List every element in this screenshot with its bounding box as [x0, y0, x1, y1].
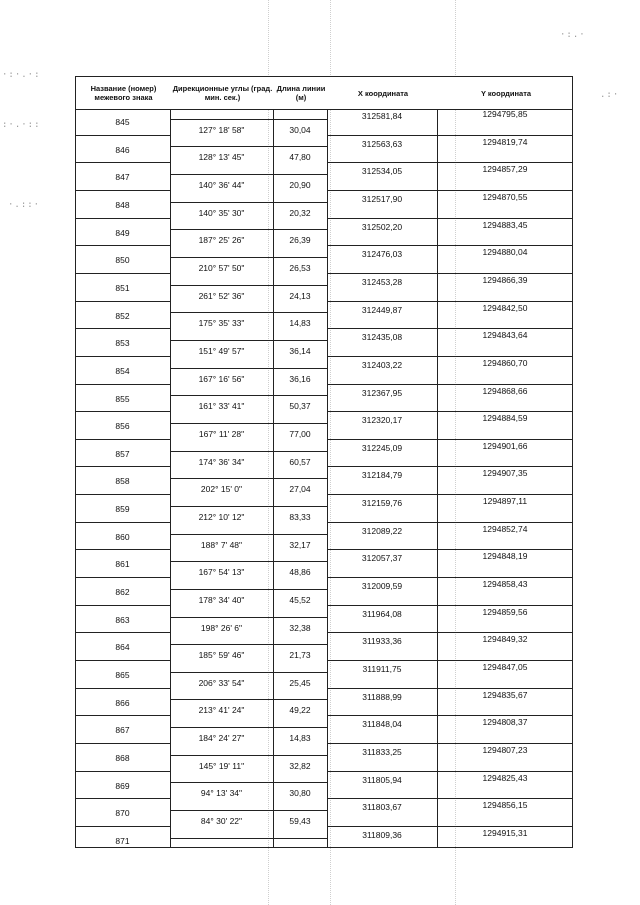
segment-angle: 184° 24' 27" [198, 733, 245, 744]
point-name: 860 [115, 531, 130, 542]
point-name: 868 [115, 752, 130, 763]
scan-noise: .:· [600, 90, 620, 100]
segment-angle: 167° 54' 13" [198, 567, 245, 578]
row-separator [170, 617, 327, 618]
segment-length: 24,13 [289, 290, 311, 301]
segment-angle: 213° 41' 24" [198, 705, 245, 716]
segment-length: 47,80 [289, 152, 311, 163]
point-name: 847 [115, 172, 130, 183]
row-separator [170, 174, 327, 175]
row-separator [75, 798, 170, 799]
segment-angle: 145° 19' 11" [198, 760, 245, 771]
point-y: 1294868,66 [482, 385, 528, 396]
row-separator [170, 810, 327, 811]
point-name: 845 [115, 117, 130, 127]
segment-angle: 188° 7' 48" [200, 539, 243, 550]
point-x: 312159,76 [361, 498, 403, 509]
header-x: X координата [357, 88, 409, 98]
row-separator [170, 838, 327, 839]
segment-length: 26,39 [289, 235, 311, 246]
point-y: 1294819,74 [482, 136, 528, 147]
row-separator [170, 285, 327, 286]
segment-length: 59,43 [289, 816, 311, 827]
point-y: 1294897,11 [482, 496, 528, 507]
row-separator [170, 451, 327, 452]
row-separator [75, 384, 170, 385]
point-y: 1294848,19 [482, 551, 528, 562]
row-separator [75, 826, 170, 827]
point-y: 1294860,70 [482, 357, 528, 368]
segment-length: 49,22 [289, 705, 311, 716]
row-separator [75, 632, 170, 633]
point-name: 855 [115, 393, 130, 404]
segment-angle: 161° 33' 41" [198, 401, 245, 412]
row-separator [170, 478, 327, 479]
point-x: 312502,20 [361, 221, 403, 232]
segment-length: 50,37 [289, 401, 311, 412]
row-separator [75, 439, 170, 440]
point-y: 1294856,15 [482, 800, 528, 811]
segment-angle: 198° 26' 6" [200, 622, 243, 633]
segment-length: 32,17 [289, 539, 311, 550]
point-x: 311805,94 [362, 774, 402, 785]
row-separator [170, 229, 327, 230]
row-separator [170, 312, 327, 313]
point-y: 1294907,35 [482, 468, 528, 479]
row-separator [75, 688, 170, 689]
segment-length: 14,83 [289, 318, 311, 329]
row-separator [75, 411, 170, 412]
point-y: 1294884,59 [482, 413, 528, 424]
point-y: 1294835,67 [482, 689, 528, 700]
point-name: 867 [115, 725, 130, 736]
row-separator [75, 743, 170, 744]
point-name: 871 [115, 835, 130, 846]
scan-noise: :·.·:: [2, 120, 41, 130]
point-x: 312009,59 [361, 581, 403, 592]
table-header [75, 76, 573, 110]
point-name: 857 [115, 448, 130, 459]
row-separator [170, 340, 327, 341]
header-name: Название (номер) межевого знака [90, 84, 157, 102]
point-y: 1294807,23 [482, 744, 528, 755]
row-separator [170, 257, 327, 258]
point-name: 852 [115, 310, 130, 321]
scan-noise: ·.::· [8, 200, 41, 210]
point-y: 1294901,66 [482, 440, 528, 451]
point-name: 854 [115, 365, 130, 376]
segment-length: 30,04 [289, 124, 311, 135]
row-separator [170, 146, 327, 147]
segment-angle: 175° 35' 33" [198, 318, 245, 329]
point-y: 1294870,55 [482, 191, 528, 202]
row-separator [170, 395, 327, 396]
segment-angle: 212° 10' 12" [198, 511, 245, 522]
point-x: 312435,08 [361, 332, 403, 343]
point-name: 863 [115, 614, 130, 625]
point-y: 1294915,31 [482, 827, 528, 838]
segment-angle: 185° 59' 46" [198, 650, 245, 661]
segment-length: 83,33 [289, 511, 311, 522]
point-name: 853 [115, 338, 130, 349]
point-y: 1294858,43 [482, 579, 528, 590]
segment-angle: 174° 36' 34" [198, 456, 245, 467]
point-y: 1294847,05 [482, 662, 528, 672]
header-length: Длина линии (м) [276, 84, 326, 102]
row-separator [170, 672, 327, 673]
segment-angle: 151° 49' 57" [198, 346, 245, 357]
point-name: 856 [115, 421, 130, 432]
point-y: 1294857,29 [482, 164, 528, 175]
segment-length: 25,45 [289, 677, 311, 688]
point-name: 870 [115, 808, 130, 819]
point-x: 312184,79 [361, 470, 403, 481]
point-y: 1294842,50 [482, 302, 528, 313]
point-y: 1294866,39 [482, 274, 528, 285]
point-x: 312563,63 [361, 138, 403, 149]
row-separator [170, 755, 327, 756]
row-separator [75, 135, 170, 136]
row-separator [75, 245, 170, 246]
row-separator [170, 727, 327, 728]
point-name: 848 [115, 199, 130, 210]
segment-angle: 127° 18' 58" [198, 124, 245, 135]
point-y: 1294795,85 [482, 109, 528, 119]
segment-angle: 167° 11' 28" [198, 428, 245, 439]
row-separator [170, 534, 327, 535]
segment-length: 77,00 [289, 428, 311, 439]
segment-length: 30,80 [289, 788, 311, 799]
row-separator [170, 506, 327, 507]
segment-length: 32,38 [289, 622, 311, 633]
point-x: 312517,90 [361, 193, 403, 204]
segment-length: 26,53 [289, 263, 311, 274]
point-y: 1294859,56 [482, 606, 528, 617]
segment-length: 20,32 [289, 207, 311, 218]
segment-length: 48,86 [289, 567, 311, 578]
point-name: 850 [115, 255, 130, 266]
row-separator [75, 549, 170, 550]
segment-length: 45,52 [289, 594, 311, 605]
point-x: 312245,09 [361, 442, 403, 453]
row-separator [75, 577, 170, 578]
point-name: 858 [115, 476, 130, 487]
point-name: 849 [115, 227, 130, 238]
point-x: 312089,22 [361, 525, 403, 536]
row-separator [75, 605, 170, 606]
row-separator [75, 660, 170, 661]
point-x: 311911,75 [362, 664, 402, 674]
point-y: 1294843,64 [482, 330, 528, 341]
point-name: 866 [115, 697, 130, 708]
row-separator [170, 699, 327, 700]
row-separator [75, 466, 170, 467]
point-x: 311833,25 [362, 746, 402, 757]
row-separator [170, 589, 327, 590]
point-x: 312453,28 [361, 276, 403, 287]
row-separator [75, 356, 170, 357]
row-separator [170, 119, 327, 120]
point-x: 312403,22 [361, 359, 403, 370]
point-name: 859 [115, 504, 130, 515]
row-separator [75, 218, 170, 219]
segment-angle: 178° 34' 40" [198, 594, 245, 605]
point-x: 311933,36 [362, 636, 402, 647]
segment-angle: 128° 13' 45" [198, 152, 245, 163]
point-name: 861 [115, 559, 130, 570]
point-name: 851 [115, 282, 130, 293]
point-x: 312367,95 [361, 387, 403, 398]
segment-angle: 202° 15' 0" [200, 484, 243, 495]
point-y: 1294883,45 [482, 219, 528, 230]
segment-angle: 210° 57' 50" [198, 263, 245, 274]
point-x: 312057,37 [361, 553, 403, 564]
point-x: 311848,04 [362, 719, 402, 730]
point-x: 311888,99 [362, 691, 402, 702]
row-separator [170, 423, 327, 424]
row-separator [170, 561, 327, 562]
scan-noise: ·:.· [560, 30, 586, 40]
segment-angle: 84° 30' 22" [200, 816, 243, 827]
row-separator [75, 301, 170, 302]
point-y: 1294849,32 [482, 634, 528, 645]
row-separator [75, 522, 170, 523]
segment-length: 36,16 [289, 373, 311, 384]
point-y: 1294880,04 [482, 247, 528, 258]
point-x: 311803,67 [362, 802, 402, 813]
point-y: 1294825,43 [482, 772, 528, 783]
segment-length: 27,04 [289, 484, 311, 495]
row-separator [170, 368, 327, 369]
point-name: 862 [115, 587, 130, 598]
row-separator [75, 715, 170, 716]
point-x: 311809,36 [362, 829, 402, 840]
point-name: 865 [115, 670, 130, 680]
point-x: 312581,84 [361, 111, 403, 121]
point-x: 312320,17 [361, 415, 403, 426]
row-separator [170, 202, 327, 203]
row-separator [75, 162, 170, 163]
segment-angle: 167° 16' 56" [198, 373, 245, 384]
point-y: 1294852,74 [482, 523, 528, 534]
segment-length: 20,90 [289, 180, 311, 191]
point-x: 312476,03 [361, 249, 403, 260]
segment-length: 36,14 [289, 346, 311, 357]
segment-length: 21,73 [289, 650, 311, 661]
point-x: 311964,08 [362, 608, 402, 619]
point-name: 869 [115, 780, 130, 791]
segment-angle: 187° 25' 26" [198, 235, 245, 246]
row-separator [170, 644, 327, 645]
point-name: 864 [115, 642, 130, 653]
scan-noise: ·:·.·: [2, 70, 41, 80]
point-name: 846 [115, 144, 130, 155]
segment-angle: 140° 36' 44" [198, 180, 245, 191]
row-separator [75, 190, 170, 191]
point-y: 1294808,37 [482, 717, 528, 728]
row-separator [75, 273, 170, 274]
segment-length: 60,57 [289, 456, 311, 467]
segment-angle: 140° 35' 30" [198, 207, 245, 218]
segment-length: 32,82 [289, 760, 311, 771]
row-separator [75, 494, 170, 495]
table-bottom-border [75, 847, 573, 848]
header-angle: Дирекционные углы (град. мин. сек.) [172, 84, 273, 102]
segment-angle: 94° 13' 34" [200, 788, 243, 799]
header-y: Y координата [480, 88, 532, 98]
row-separator [170, 782, 327, 783]
row-separator [75, 328, 170, 329]
row-separator [75, 771, 170, 772]
segment-angle: 206° 33' 54" [198, 677, 245, 688]
point-x: 312449,87 [361, 304, 403, 315]
segment-length: 14,83 [289, 733, 311, 744]
point-x: 312534,05 [361, 166, 403, 177]
segment-angle: 261° 52' 36" [198, 290, 245, 301]
